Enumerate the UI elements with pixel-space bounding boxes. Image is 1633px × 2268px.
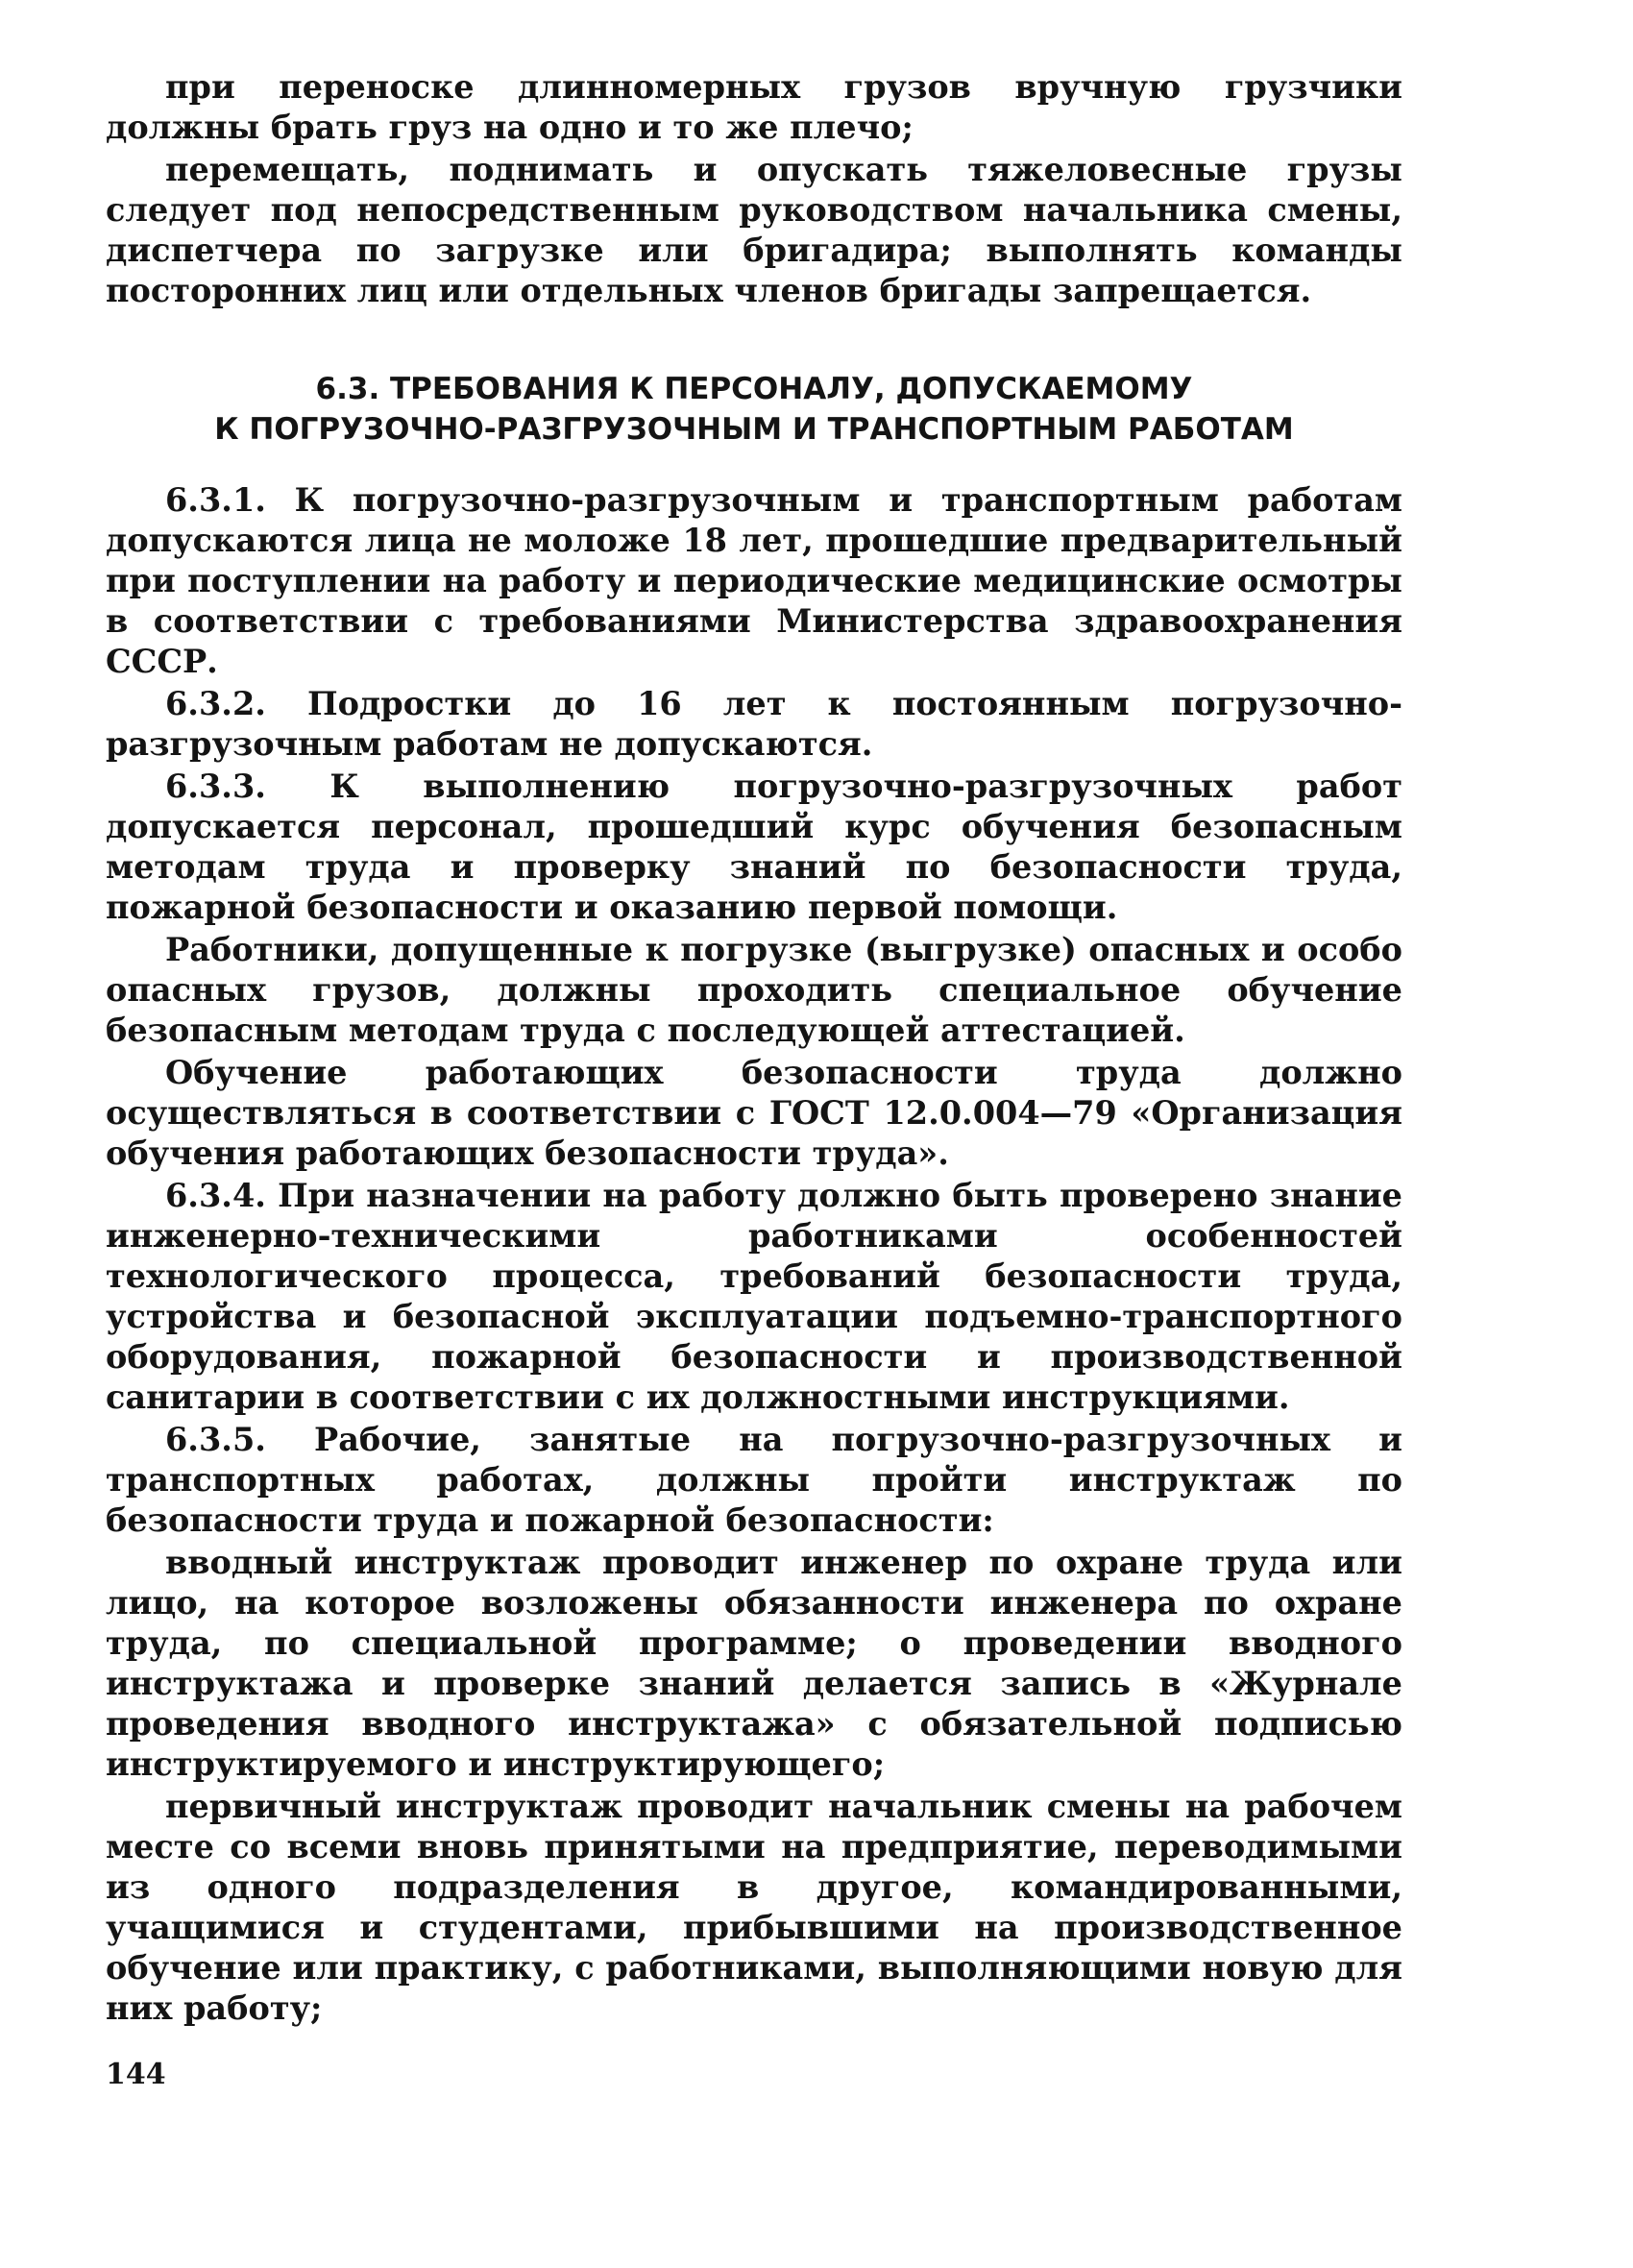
paragraph-6-3-2: 6.3.2. Подростки до 16 лет к постоянным погрузочно-разгрузочным работам не допускаются. bbox=[106, 685, 1402, 763]
paragraph-primary-briefing: первичный инструктаж проводит начальник смены на рабочем месте со всеми вновь принятыми на предприятие, переводимыми из одного подразделения в другое, командированными, учащимися и студентами, прибывшими на производственное обучение или практику, с работниками, выполняющими новую для них работу; bbox=[106, 1788, 1402, 2027]
paragraph-6-3-5: 6.3.5. Рабочие, занятые на погрузочно-разгрузочных и транспортных работах, должны пройти инструктаж по безопасности труда и пожарной безопасности: bbox=[106, 1421, 1402, 1539]
paragraph-heavy-cargo: перемещать, поднимать и опускать тяжеловесные грузы следует под непосредственным руководством начальника смены, диспетчера по загрузке или бригадира; выполнять команды посторонних лиц или отдельных членов бригады запрещается. bbox=[106, 151, 1402, 309]
paragraph-dangerous-cargo: Работники, допущенные к погрузке (выгрузке) опасных и особо опасных грузов, должны проходить специальное обучение безопасным методам труда с последующей аттестацией. bbox=[106, 931, 1402, 1049]
paragraph-6-3-3: 6.3.3. К выполнению погрузочно-разгрузочных работ допускается персонал, прошедший курс обучения безопасным методам труда и проверку знаний по безопасности труда, пожарной безопасности и оказанию первой помощи. bbox=[106, 768, 1402, 926]
paragraph-long-cargo: при переноске длинномерных грузов вручную грузчики должны брать груз на одно и то же плечо; bbox=[106, 68, 1402, 146]
section-heading bbox=[106, 369, 1402, 450]
section-heading-line-2: К ПОГРУЗОЧНО-РАЗГРУЗОЧНЫМ И ТРАНСПОРТНЫМ РАБОТАМ bbox=[214, 412, 1294, 447]
page-number: 144 bbox=[106, 2058, 166, 2091]
section-heading-line-1: 6.3. ТРЕБОВАНИЯ К ПЕРСОНАЛУ, ДОПУСКАЕМОМУ bbox=[315, 372, 1193, 406]
paragraph-6-3-4: 6.3.4. При назначении на работу должно быть проверено знание инженерно-техническими работниками особенностей технологического процесса, требований безопасности труда, устройства и безопасной эксплуатации подъемно-транспортного оборудования, пожарной безопасности и производственной санитарии в соответствии с их должностными инструкциями. bbox=[106, 1177, 1402, 1416]
paragraph-gost-training: Обучение работающих безопасности труда должно осуществляться в соответствии с ГОСТ 12.0.004—79 «Организация обучения работающих безопасности труда». bbox=[106, 1054, 1402, 1172]
document-page bbox=[106, 67, 1402, 2031]
paragraph-6-3-1: 6.3.1. К погрузочно-разгрузочным и транспортным работам допускаются лица не моложе 18 лет, прошедшие предварительный при поступлении на работу и периодические медицинские осмотры в соответствии с требованиями Министерства здравоохранения СССР. bbox=[106, 481, 1402, 680]
paragraph-introductory-briefing: вводный инструктаж проводит инженер по охране труда или лицо, на которое возложены обязанности инженера по охране труда, по специальной программе; о проведении вводного инструктажа и проверке знаний делается запись в «Журнале проведения вводного инструктажа» с обязательной подписью инструктируемого и инструктирующего; bbox=[106, 1544, 1402, 1783]
